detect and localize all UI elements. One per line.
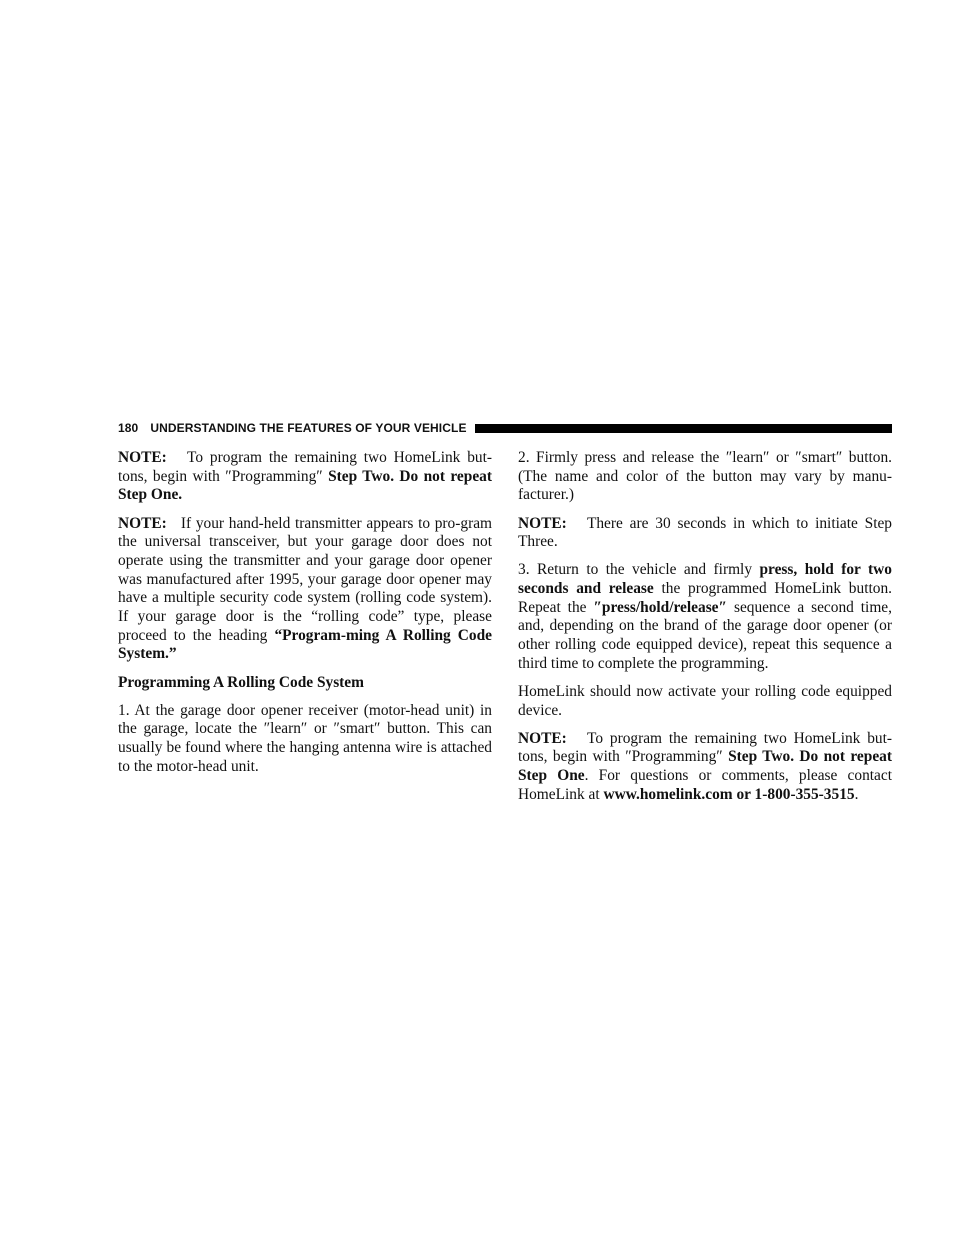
note-emphasis: “Program-ming A Rolling Code System.” bbox=[118, 626, 492, 663]
note-text-3: . bbox=[854, 785, 859, 803]
right-column bbox=[518, 449, 892, 814]
step-3-text-3: sequence a second time, and, depending on the brand of the garage door opener (or other rolling code equipped device), repeat this sequence a third time to complete the programming. bbox=[518, 598, 892, 672]
note-text: If your hand-held transmitter appears to pro-gram the universal transceiver, but your garage door does not operate using the transmitter and your garage door opener was manufactured after 1995, your garage door opener may have a multiple security code system (rolling code system). If your garage door is the “rolling code” type, please proceed to the heading bbox=[118, 514, 493, 644]
step-3-text-2: the programmed HomeLink button. Repeat the bbox=[518, 580, 892, 616]
subsection-heading: Programming A Rolling Code System bbox=[118, 673, 364, 691]
note-paragraph-3 bbox=[518, 515, 892, 552]
note-label: NOTE: bbox=[518, 514, 567, 532]
note-paragraph-1 bbox=[118, 449, 492, 505]
note-emphasis-1: Step Two. Do not repeat Step One bbox=[518, 748, 892, 785]
note-paragraph-4 bbox=[518, 730, 892, 805]
page-header bbox=[118, 419, 892, 437]
step-3-emphasis-1: press, hold for two seconds and release bbox=[518, 561, 892, 597]
note-text-1: To program the remaining two HomeLink but-tons, begin with ″Programming″ bbox=[518, 729, 892, 766]
step-3-paragraph bbox=[518, 561, 892, 673]
step-2-paragraph: 2. Firmly press and release the ″learn″ or ″smart″ button. (The name and color of the button may vary by manu-facturer.) bbox=[518, 449, 892, 504]
note-text: To program the remaining two HomeLink but-tons, begin with ″Programming″ bbox=[118, 449, 492, 485]
section-title: UNDERSTANDING THE FEATURES OF YOUR VEHICLE bbox=[150, 421, 467, 435]
step-1-paragraph: 1. At the garage door opener receiver (motor-head unit) in the garage, locate the ″learn″ or ″smart″ button. This can usually be found where the hanging antenna wire is attached to the motor-head unit. bbox=[118, 701, 492, 775]
step-3-text-1: 3. Return to the vehicle and firmly bbox=[518, 561, 753, 579]
note-label: NOTE: bbox=[518, 729, 567, 747]
note-label: NOTE: bbox=[118, 449, 167, 466]
contact-info: www.homelink.com or 1-800-355-3515 bbox=[603, 785, 855, 803]
page-number: 180 bbox=[118, 421, 139, 435]
note-label: NOTE: bbox=[118, 514, 167, 532]
note-text: There are 30 seconds in which to initiate Step Three. bbox=[518, 514, 892, 551]
step-3-emphasis-2: ″press/hold/release″ bbox=[593, 598, 728, 616]
note-paragraph-2 bbox=[118, 515, 492, 665]
left-column bbox=[118, 449, 492, 786]
header-rule bbox=[475, 424, 892, 433]
homelink-activate-paragraph: HomeLink should now activate your rolling code equipped device. bbox=[518, 682, 892, 719]
note-emphasis: Step Two. Do not repeat Step One. bbox=[118, 467, 492, 504]
note-text-2: . For questions or comments, please contact HomeLink at bbox=[518, 767, 892, 803]
